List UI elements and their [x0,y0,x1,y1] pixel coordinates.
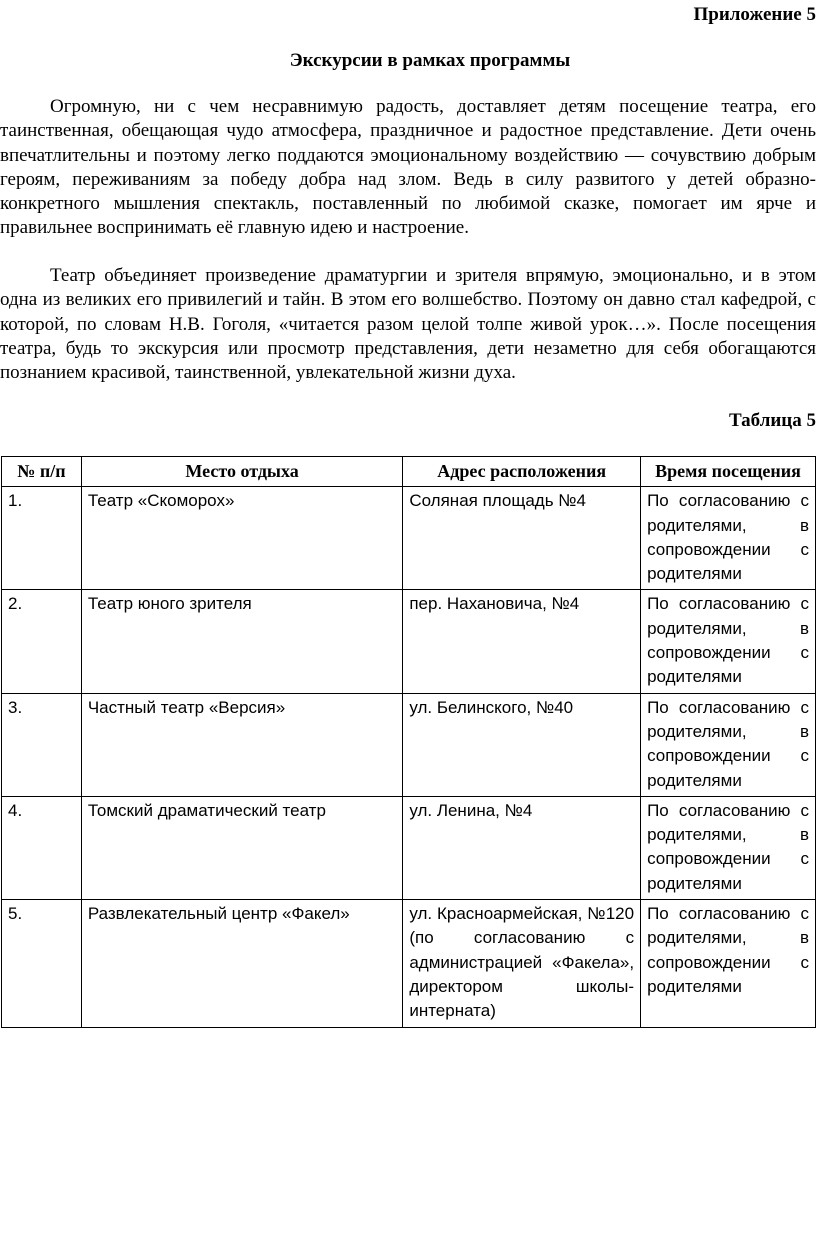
table-row [2,900,816,1027]
row-time: По согласованию с родителями, в сопровождении с родителями [641,487,816,590]
paragraph-2: Театр объединяет произведение драматургии и зрителя впрямую, эмоционально, и в этом одна из великих его привилегий и тайн. В этом его волшебство. Поэтому он давно стал кафедрой, с которой, по словам Н.В. Гоголя, «читается разом целой толпе живой урок…». После посещения театра, будь то экскурсия или просмотр представления, дети незаметно для себя обогащаются познанием красивой, таинственной, увлекательной жизни духа. [0,265,816,384]
row-num: 4. [2,796,82,899]
header-time: Время посещения [641,457,816,487]
document-title: Экскурсии в рамках программы [289,50,571,71]
row-place: Театр «Скоморох» [81,487,402,590]
table-row [2,693,816,796]
table-row [2,590,816,693]
header-place: Место отдыха [81,457,402,487]
header-address: Адрес расположения [403,457,641,487]
appendix-label: Приложение 5 [693,4,816,25]
row-place: Томский драматический театр [81,796,402,899]
row-time: По согласованию с родителями, в сопровождении с родителями [641,693,816,796]
table-row [2,487,816,590]
row-place: Частный театр «Версия» [81,693,402,796]
row-address: ул. Ленина, №4 [403,796,641,899]
row-num: 3. [2,693,82,796]
row-address: Соляная площадь №4 [403,487,641,590]
row-place: Театр юного зрителя [81,590,402,693]
paragraph-1: Огромную, ни с чем несравнимую радость, доставляет детям посещение театра, его таинственная, обещающая чудо атмосфера, праздничное и радостное представление. Дети очень впечатлительны и поэтому легко поддаются эмоциональному воздействию — сочувствию добрым героям, переживаниям за победу добра над злом. Ведь в силу развитого у детей образно-конкретного мышления спектакль, поставленный по любимой сказке, помогает им ярче и правильнее воспринимать её главную идею и настроение. [0,96,816,239]
row-num: 2. [2,590,82,693]
table-caption: Таблица 5 [728,410,816,431]
row-time: По согласованию с родителями, в сопровождении с родителями [641,590,816,693]
excursions-table [1,456,816,1028]
table-row [2,796,816,899]
row-num: 1. [2,487,82,590]
row-place: Развлекательный центр «Факел» [81,900,402,1027]
row-time: По согласованию с родителями, в сопровождении с родителями [641,796,816,899]
header-num: № п/п [2,457,82,487]
row-time: По согласованию с родителями, в сопровождении с родителями [641,900,816,1027]
row-address: ул. Белинского, №40 [403,693,641,796]
row-num: 5. [2,900,82,1027]
row-address: ул. Красноармейская, №120 (по согласованию с администрацией «Факела», директором школы-интерната) [403,900,641,1027]
table-header-row [2,457,816,487]
row-address: пер. Нахановича, №4 [403,590,641,693]
